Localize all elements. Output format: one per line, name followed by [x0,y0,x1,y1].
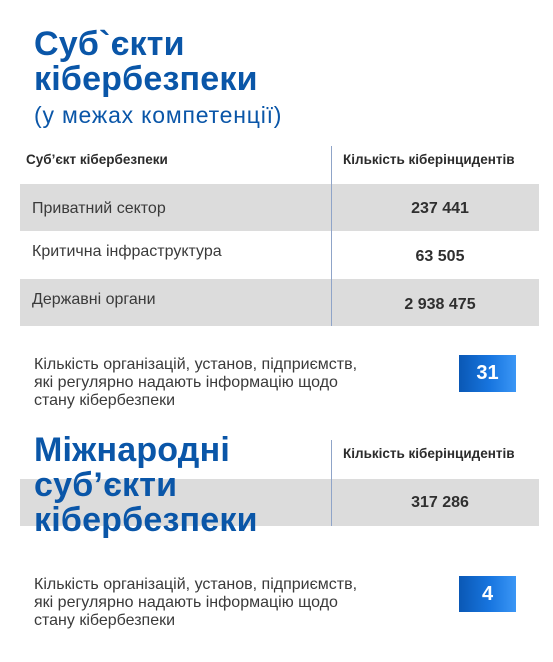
table-row-value: 317 286 [411,494,469,511]
organizations-note [34,356,357,410]
table-row-label: Приватний сектор [32,200,166,217]
organizations-count-badge: 31 [459,355,516,392]
section1-title-line2: кібербезпеки [34,60,258,98]
table-row-label: Державні органи [32,291,156,308]
section2-title [34,433,258,538]
table-row-label: Критична інфраструктура [32,243,222,260]
section1-subtitle: (у межах компетенції) [34,102,283,128]
note-line: Кількість організацій, установ, підприємств, [34,576,358,593]
column-header-incident-count: Кількість кіберінцидентів [343,446,515,461]
column-divider [331,146,332,326]
section2-title-line1: Міжнародні [34,431,230,469]
organizations-count-badge: 4 [459,576,516,612]
organizations-note [34,576,357,630]
section1-title [34,27,258,97]
column-header-subject: Суб’єкт кібербезпеки [26,152,168,167]
note-line: Кількість організацій, установ, підприємств, [34,356,358,373]
section1-title-line1: Суб`єкти [34,25,185,63]
note-line: стану кібербезпеки [34,392,176,409]
column-divider [331,440,332,526]
note-line: стану кібербезпеки [34,612,176,629]
column-header-incident-count: Кількість кіберінцидентів [343,152,515,167]
table-row-value: 237 441 [411,200,469,217]
table-row-value: 63 505 [415,248,465,265]
section2-title-line3: кібербезпеки [34,501,258,539]
note-line: які регулярно надають інформацію щодо [34,594,338,611]
section2-title-line2: суб’єкти [34,466,178,504]
table-row-value: 2 938 475 [404,296,476,313]
note-line: які регулярно надають інформацію щодо [34,374,338,391]
